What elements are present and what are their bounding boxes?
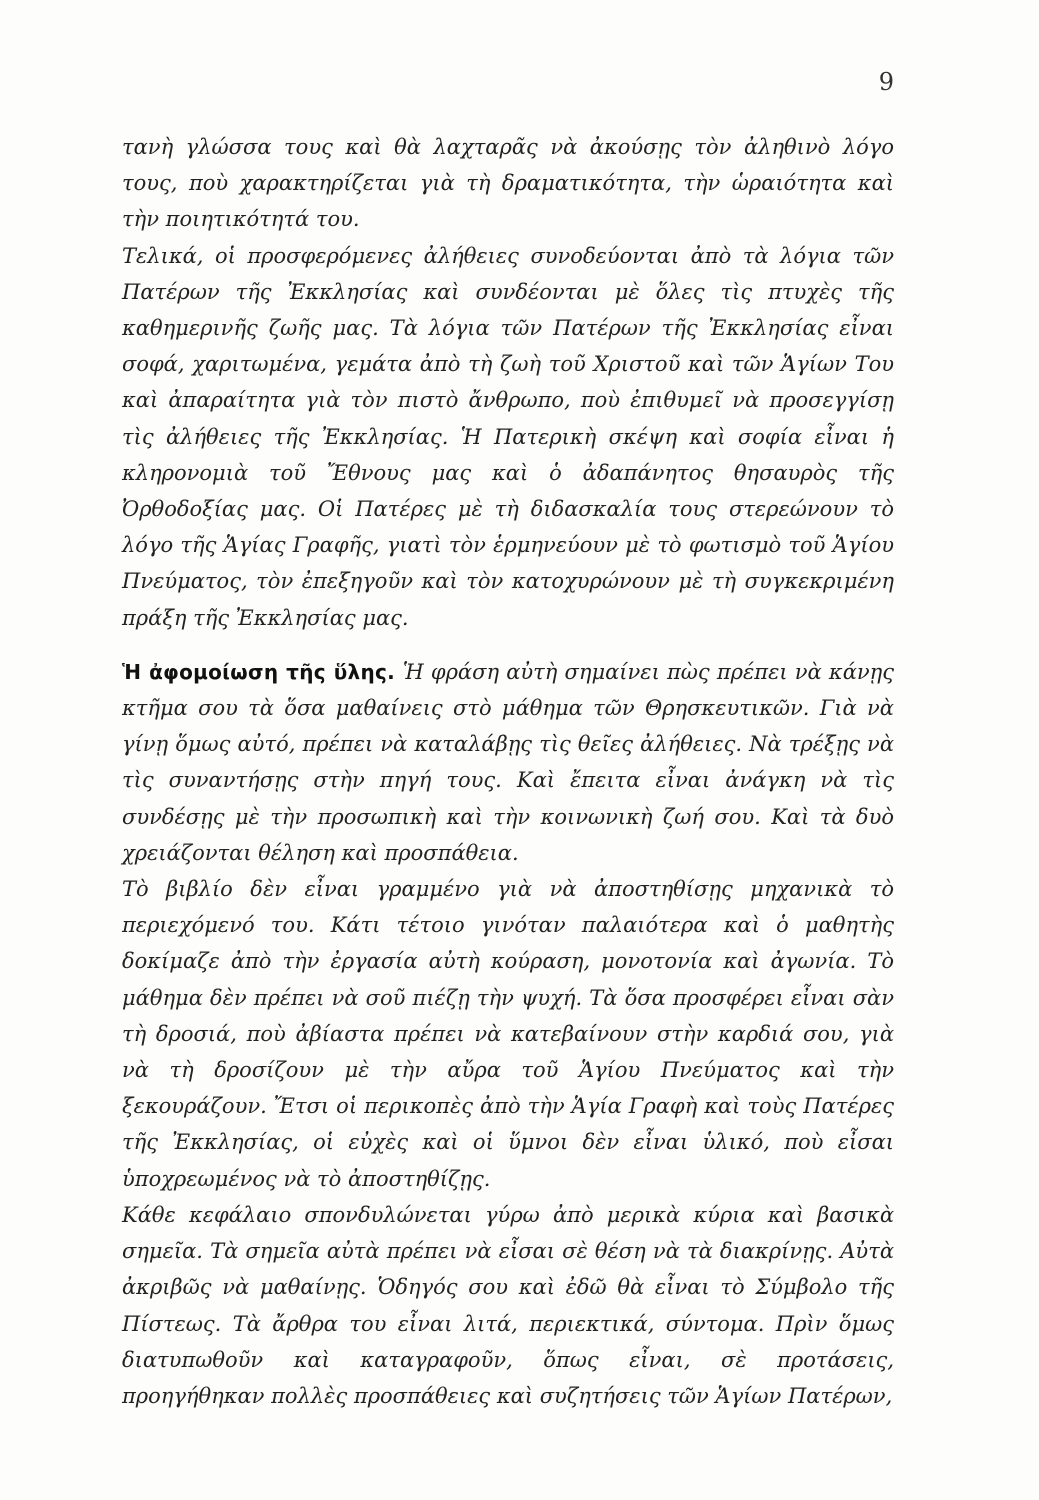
body-text bbox=[122, 129, 894, 1414]
paragraph-assimilation bbox=[122, 654, 894, 871]
paragraph-chapters: Κάθε κεφάλαιο σπονδυλώνεται γύρω ἀπὸ μερικὰ κύρια καὶ βασικὰ σημεῖα. Τὰ σημεῖα αὐτὰ πρέπει νὰ εἶσαι σὲ θέση νὰ τὰ διακρίνῃς. Αὐτὰ ἀκριβῶς νὰ μαθαίνῃς. Ὁδηγός σου καὶ ἐδῶ θὰ εἶναι τὸ Σύμβολο τῆς Πίστεως. Τὰ ἄρθρα του εἶναι λιτά, περιεκτικά, σύντομα. Πρὶν ὅμως διατυπωθοῦν καὶ καταγραφοῦν, ὅπως εἶναι, σὲ προτάσεις, προηγήθηκαν πολλὲς προσπάθειες καὶ συζητήσεις τῶν Ἁγίων Πατέρων, bbox=[122, 1202, 894, 1408]
section-heading: Ἡ ἀφομοίωση τῆς ὕλης. bbox=[122, 659, 403, 684]
section-gap bbox=[122, 636, 894, 654]
paragraph-continuation: τανὴ γλώσσα τους καὶ θὰ λαχταρᾶς νὰ ἀκούσῃς τὸν ἀληθινὸ λόγο τους, ποὺ χαρακτηρίζεται γιὰ τὴ δραματικότητα, τὴν ὡραιότητα καὶ τὴν ποιητικότητά του. bbox=[122, 135, 894, 232]
paragraph-book-purpose: Τὸ βιβλίο δὲν εἶναι γραμμένο γιὰ νὰ ἀποστηθίσῃς μηχανικὰ τὸ περιεχόμενό του. Κάτι τέτοιο γινόταν παλαιότερα καὶ ὁ μαθητὴς δοκίμαζε ἀπὸ τὴν ἐργασία αὐτὴ κούραση, μονοτονία καὶ ἀγωνία. Τὸ μάθημα δὲν πρέπει νὰ σοῦ πιέζῃ τὴν ψυχή. Τὰ ὅσα προσφέρει εἶναι σὰν τὴ δροσιά, ποὺ ἀβίαστα πρέπει νὰ κατεβαίνουν στὴν καρδιά σου, γιὰ νὰ τὴ δροσίζουν μὲ τὴν αὔρα τοῦ Ἁγίου Πνεύματος καὶ τὴν ξεκουράζουν. Ἔτσι οἱ περικοπὲς ἀπὸ τὴν Ἁγία Γραφὴ καὶ τοὺς Πατέρες τῆς Ἐκκλησίας, οἱ εὐχὲς καὶ οἱ ὕμνοι δὲν εἶναι ὑλικό, ποὺ εἶσαι ὑποχρεωμένος νὰ τὸ ἀποστηθίζῃς. bbox=[122, 877, 894, 1191]
page-number: 9 bbox=[878, 68, 894, 96]
paragraph-assimilation-text: Ἡ φράση αὐτὴ σημαίνει πὼς πρέπει νὰ κάνῃς κτῆμα σου τὰ ὅσα μαθαίνεις στὸ μάθημα τῶν Θρησκευτικῶν. Γιὰ νὰ γίνῃ ὅμως αὐτό, πρέπει νὰ καταλάβῃς τὶς θεῖες ἀλήθειες. Νὰ τρέξῃς νὰ τὶς συναντήσῃς στὴν πηγή τους. Καὶ ἔπειτα εἶναι ἀνάγκη νὰ τὶς συνδέσῃς μὲ τὴν προσωπικὴ καὶ τὴν κοινωνικὴ ζωή σου. Καὶ τὰ δυὸ χρειάζονται θέληση καὶ προσπάθεια. bbox=[122, 659, 894, 865]
paragraph-fathers: Τελικά, οἱ προσφερόμενες ἀλήθειες συνοδεύονται ἀπὸ τὰ λόγια τῶν Πατέρων τῆς Ἐκκλησίας καὶ συνδέονται μὲ ὅλες τὶς πτυχὲς τῆς καθημερινῆς ζωῆς μας. Τὰ λόγια τῶν Πατέρων τῆς Ἐκκλησίας εἶναι σοφά, χαριτωμένα, γεμάτα ἀπὸ τὴ ζωὴ τοῦ Χριστοῦ καὶ τῶν Ἁγίων Του καὶ ἀπαραίτητα γιὰ τὸν πιστὸ ἄνθρωπο, ποὺ ἐπιθυμεῖ νὰ προσεγγίσῃ τὶς ἀλήθειες τῆς Ἐκκλησίας. Ἡ Πατερικὴ σκέψη καὶ σοφία εἶναι ἡ κληρονομιὰ τοῦ Ἔθνους μας καὶ ὁ ἀδαπάνητος θησαυρὸς τῆς Ὀρθοδοξίας μας. Οἱ Πατέρες μὲ τὴ διδασκαλία τους στερεώνουν τὸ λόγο τῆς Ἁγίας Γραφῆς, γιατὶ τὸν ἑρμηνεύουν μὲ τὸ φωτισμὸ τοῦ Ἁγίου Πνεύματος, τὸν ἐπεξηγοῦν καὶ τὸν κατοχυρώνουν μὲ τὴ συγκεκριμένη πράξη τῆς Ἐκκλησίας μας. bbox=[122, 243, 894, 630]
